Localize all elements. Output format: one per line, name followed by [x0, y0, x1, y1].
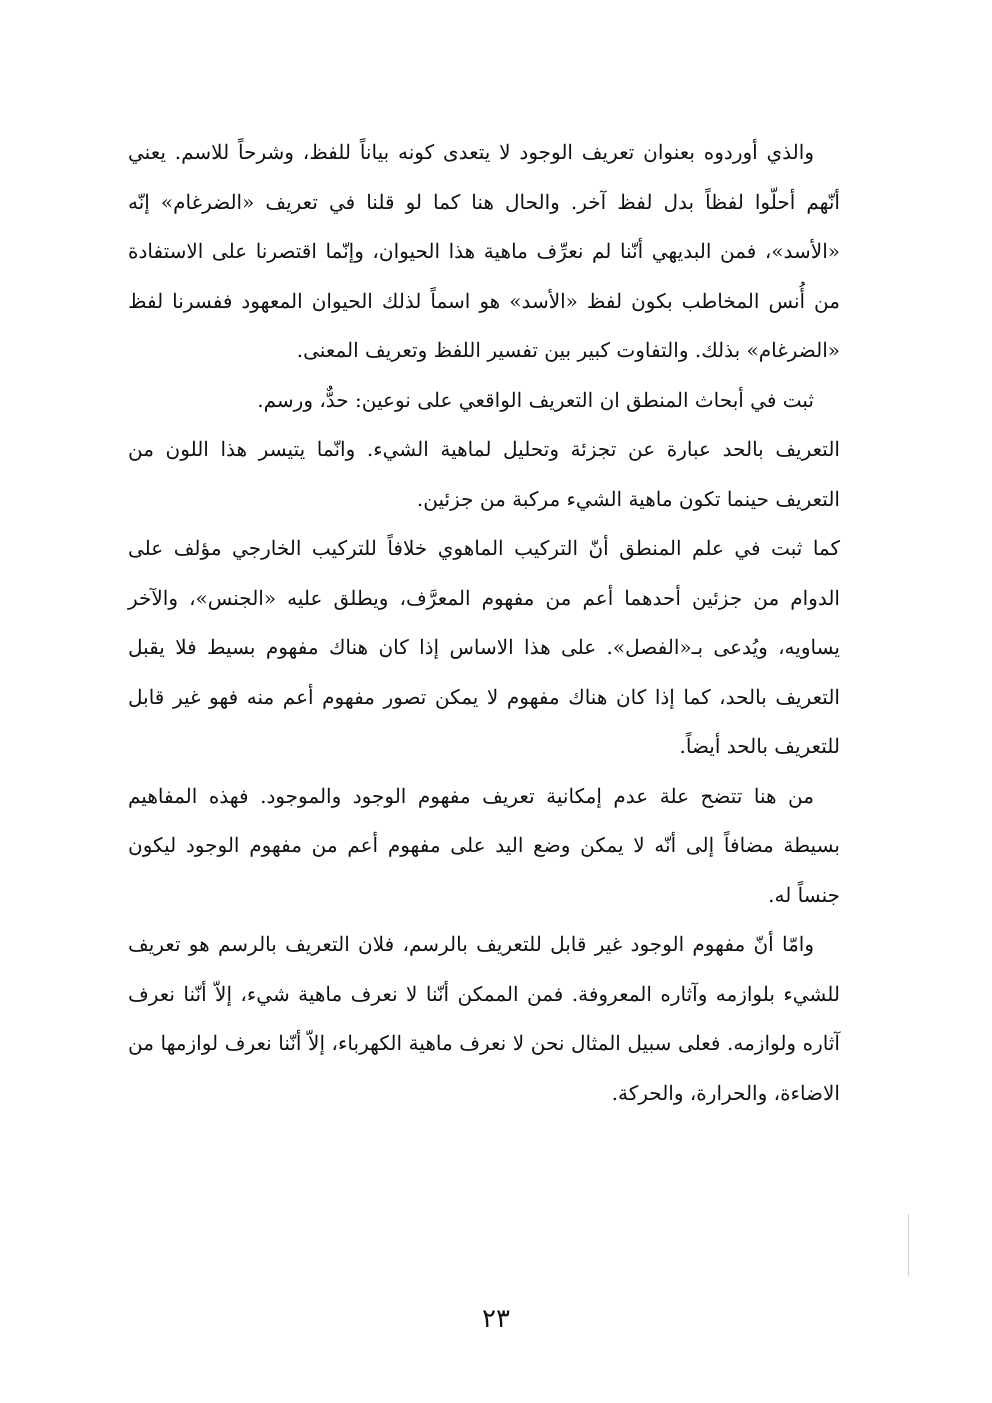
paragraph-4: كما ثبت في علم المنطق أنّ التركيب الماهوي خلافاً للتركيب الخارجي مؤلف على الدوام من جزئين أحدهما أعم من مفهوم المعرَّف، ويطلق عليه «الجنس»، والآخر يساويه، ويُدعى بـ«الفصل». على هذا الاساس إذا كان هناك مفهوم بسيط فلا يقبل التعريف بالحد، كما إذا كان هناك مفهوم لا يمكن تصور مفهوم أعم منه فهو غير قابل للتعريف بالحد أيضاً. [128, 536, 840, 758]
page-number: ٢٣ [482, 1304, 510, 1334]
body-text [128, 128, 840, 1118]
paragraph-2: ثبت في أبحاث المنطق ان التعريف الواقعي على نوعين: حدٌّ، ورسم. [257, 387, 814, 412]
scan-edge-line [908, 1214, 909, 1276]
paragraph-6: وامّا أنّ مفهوم الوجود غير قابل للتعريف بالرسم، فلان التعريف بالرسم هو تعريف للشيء بلوازمه وآثاره المعروفة. فمن الممكن أنّنا لا نعرف ماهية شيء، إلاّ أنّنا نعرف آثاره ولوازمه. فعلى سبيل المثال نحن لا نعرف ماهية الكهرباء، إلاّ أنّنا نعرف لوازمها من الاضاءة، والحرارة، والحركة. [128, 932, 840, 1105]
paragraph-1: والذي أوردوه بعنوان تعريف الوجود لا يتعدى كونه بياناً للفظ، وشرحاً للاسم. يعني أنّهم أحلّوا لفظاً بدل لفظ آخر. والحال هنا كما لو قلنا في تعريف «الضرغام» إنّه «الأسد»، فمن البديهي أنّنا لم نعرِّف ماهية هذا الحيوان، وإنّما اقتصرنا على الاستفادة من أُنس المخاطب بكون لفظ «الأسد» هو اسماً لذلك الحيوان المعهود ففسرنا لفظ «الضرغام» بذلك. والتفاوت كبير بين تفسير اللفظ وتعريف المعنى. [128, 140, 840, 362]
paragraph-3: التعريف بالحد عبارة عن تجزئة وتحليل لماهية الشيء. وانّما يتيسر هذا اللون من التعريف حينما تكون ماهية الشيء مركبة من جزئين. [128, 437, 840, 511]
paragraph-5: من هنا تتضح علة عدم إمكانية تعريف مفهوم الوجود والموجود. فهذه المفاهيم بسيطة مضافاً إلى أنّه لا يمكن وضع اليد على مفهوم أعم من مفهوم الوجود ليكون جنساً له. [128, 783, 840, 907]
